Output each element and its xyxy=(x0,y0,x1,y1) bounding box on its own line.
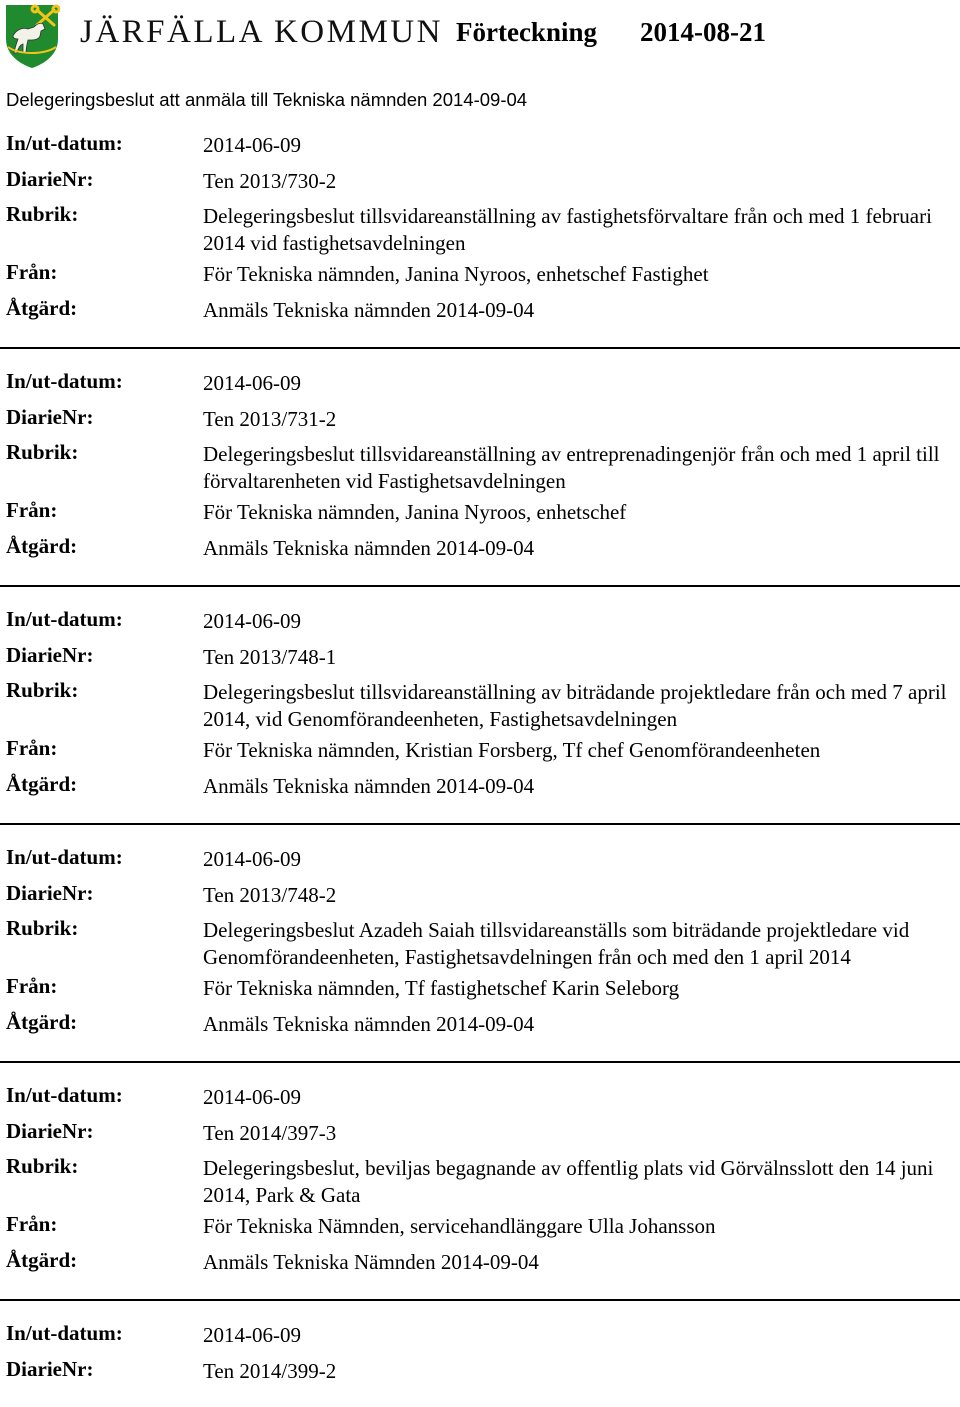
document-type: Förteckning xyxy=(456,17,597,47)
fran-row xyxy=(0,257,960,293)
diarienr-value: Ten 2013/731-2 xyxy=(203,406,337,431)
fran-row xyxy=(0,971,960,1007)
diarienr-value: Ten 2013/748-1 xyxy=(203,644,337,669)
document-date: 2014-08-21 xyxy=(640,17,766,47)
diarienr-label: DiarieNr: xyxy=(6,880,94,905)
record-divider xyxy=(0,823,960,825)
date-label: In/ut-datum: xyxy=(6,845,123,869)
diarienr-value: Ten 2013/748-2 xyxy=(203,882,337,907)
fran-value: För Tekniska nämnden, Kristian Forsberg, Tf chef Genomförandeenheten xyxy=(203,738,821,762)
page-header xyxy=(0,0,960,80)
diarienr-row xyxy=(0,402,960,438)
rubrik-row xyxy=(0,437,960,495)
date-row xyxy=(0,842,960,878)
diarienr-label: DiarieNr: xyxy=(6,642,94,667)
atgard-value: Anmäls Tekniska nämnden 2014-09-04 xyxy=(203,297,535,322)
rubrik-row xyxy=(0,675,960,733)
rubrik-value: Delegeringsbeslut tillsvidareanställning av entreprenadingenjör från och med 1 april till förvaltarenheten vid Fastighetsavdelningen xyxy=(203,442,940,493)
records-list xyxy=(0,128,960,1389)
fran-label: Från: xyxy=(6,736,58,760)
coat-of-arms-icon xyxy=(4,3,60,69)
atgard-value: Anmäls Tekniska nämnden 2014-09-04 xyxy=(203,535,535,560)
date-value: 2014-06-09 xyxy=(203,371,301,395)
atgard-value: Anmäls Tekniska nämnden 2014-09-04 xyxy=(203,1011,535,1036)
rubrik-value: Delegeringsbeslut tillsvidareanställning av fastighetsförvaltare från och med 1 februari 2014 vid fastighetsavdelningen xyxy=(203,204,932,255)
atgard-label: Åtgärd: xyxy=(6,1247,78,1272)
fran-value: För Tekniska Nämnden, servicehandlänggare Ulla Johansson xyxy=(203,1214,716,1238)
date-row xyxy=(0,128,960,164)
date-row xyxy=(0,366,960,402)
rubrik-row xyxy=(0,199,960,257)
date-label: In/ut-datum: xyxy=(6,1083,123,1107)
diarienr-row xyxy=(0,1354,960,1390)
date-label: In/ut-datum: xyxy=(6,369,123,393)
atgard-label: Åtgärd: xyxy=(6,533,78,558)
atgard-value: Anmäls Tekniska nämnden 2014-09-04 xyxy=(203,773,535,798)
fran-row xyxy=(0,733,960,769)
date-value: 2014-06-09 xyxy=(203,847,301,871)
atgard-row xyxy=(0,531,960,567)
rubrik-value: Delegeringsbeslut, beviljas begagnande av offentlig plats vid Görvälnsslott den 14 juni 2014, Park & Gata xyxy=(203,1156,934,1207)
organization-name: JÄRFÄLLA KOMMUN xyxy=(80,14,443,50)
rubrik-label: Rubrik: xyxy=(6,916,79,940)
rubrik-label: Rubrik: xyxy=(6,440,79,464)
date-label: In/ut-datum: xyxy=(6,1321,123,1345)
date-row xyxy=(0,1318,960,1354)
diarienr-row xyxy=(0,878,960,914)
diarienr-value: Ten 2013/730-2 xyxy=(203,168,337,193)
rubrik-row xyxy=(0,1151,960,1209)
atgard-row xyxy=(0,1007,960,1043)
record-entry xyxy=(0,128,960,328)
record-divider xyxy=(0,347,960,349)
fran-value: För Tekniska nämnden, Janina Nyroos, enhetschef xyxy=(203,500,627,524)
rubrik-value: Delegeringsbeslut tillsvidareanställning av biträdande projektledare från och med 7 april 2014, vid Genomförandeenheten, Fastighetsavdelningen xyxy=(203,680,947,731)
fran-row xyxy=(0,1209,960,1245)
diarienr-label: DiarieNr: xyxy=(6,166,94,191)
diarienr-label: DiarieNr: xyxy=(6,1356,94,1381)
diarienr-row xyxy=(0,1116,960,1152)
record-entry xyxy=(0,366,960,566)
rubrik-label: Rubrik: xyxy=(6,202,79,226)
record-entry xyxy=(0,1318,960,1389)
diarienr-row xyxy=(0,164,960,200)
fran-row xyxy=(0,495,960,531)
record-entry xyxy=(0,1080,960,1280)
record-entry xyxy=(0,842,960,1042)
atgard-label: Åtgärd: xyxy=(6,295,78,320)
atgard-row xyxy=(0,1245,960,1281)
fran-label: Från: xyxy=(6,498,58,522)
date-value: 2014-06-09 xyxy=(203,133,301,157)
atgard-label: Åtgärd: xyxy=(6,1009,78,1034)
fran-label: Från: xyxy=(6,260,58,284)
diarienr-value: Ten 2014/399-2 xyxy=(203,1358,337,1383)
date-value: 2014-06-09 xyxy=(203,1323,301,1347)
rubrik-label: Rubrik: xyxy=(6,1154,79,1178)
fran-label: Från: xyxy=(6,974,58,998)
atgard-row xyxy=(0,293,960,329)
diarienr-value: Ten 2014/397-3 xyxy=(203,1120,337,1145)
record-divider xyxy=(0,1061,960,1063)
fran-value: För Tekniska nämnden, Tf fastighetschef Karin Seleborg xyxy=(203,976,680,1000)
date-label: In/ut-datum: xyxy=(6,131,123,155)
date-row xyxy=(0,604,960,640)
diarienr-row xyxy=(0,640,960,676)
page-subtitle: Delegeringsbeslut att anmäla till Tekniska nämnden 2014-09-04 xyxy=(6,89,528,110)
date-value: 2014-06-09 xyxy=(203,1085,301,1109)
rubrik-label: Rubrik: xyxy=(6,678,79,702)
diarienr-label: DiarieNr: xyxy=(6,404,94,429)
diarienr-label: DiarieNr: xyxy=(6,1118,94,1143)
rubrik-row xyxy=(0,913,960,971)
date-value: 2014-06-09 xyxy=(203,609,301,633)
atgard-row xyxy=(0,769,960,805)
atgard-value: Anmäls Tekniska Nämnden 2014-09-04 xyxy=(203,1249,539,1274)
record-divider xyxy=(0,585,960,587)
date-label: In/ut-datum: xyxy=(6,607,123,631)
rubrik-value: Delegeringsbeslut Azadeh Saiah tillsvidareanställs som biträdande projektledare vid Genomförandeenheten, Fastighetsavdelningen från och med den 1 april 2014 xyxy=(203,918,910,969)
fran-value: För Tekniska nämnden, Janina Nyroos, enhetschef Fastighet xyxy=(203,262,709,286)
record-divider xyxy=(0,1299,960,1301)
fran-label: Från: xyxy=(6,1212,58,1236)
date-row xyxy=(0,1080,960,1116)
record-entry xyxy=(0,604,960,804)
atgard-label: Åtgärd: xyxy=(6,771,78,796)
